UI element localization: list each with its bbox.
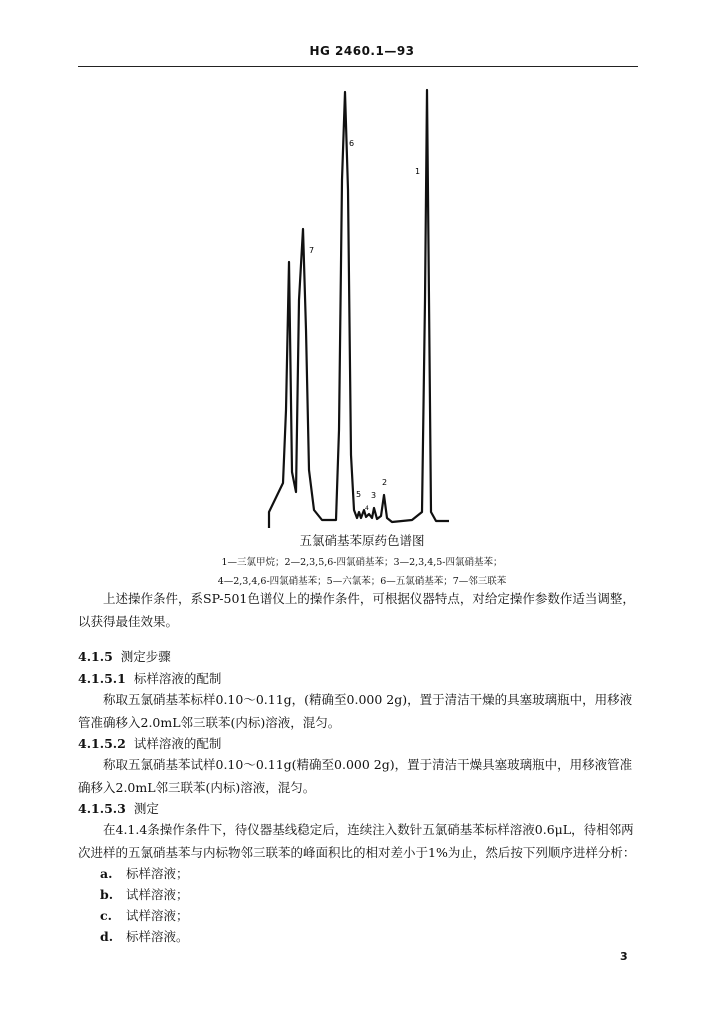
section-number: 4.1.5.3: [78, 801, 126, 816]
peak-label-4: 4: [365, 505, 369, 512]
section-title: 测定: [133, 801, 159, 816]
section-heading-4-1-5-2: [78, 732, 638, 755]
paragraph-standard-solution: 称取五氯硝基苯标样0.10～0.11g，(精确至0.000 2g)，置于清洁干燥的具塞玻璃瓶中，用移液管准确移入2.0mL邻三联苯(内标)溶液，混匀。: [78, 692, 633, 730]
section-heading-4-1-5-3: [78, 797, 638, 820]
standard-code-header: HG 2460.1—93: [309, 44, 415, 58]
peak-label-3: 3: [371, 491, 377, 500]
peak-label-5: 5: [356, 490, 362, 499]
section-number: 4.1.5.2: [78, 736, 126, 751]
list-item: [100, 885, 189, 903]
section-title: 试样溶液的配制: [133, 736, 222, 751]
list-text: 试样溶液；: [126, 887, 189, 902]
list-marker: d.: [100, 929, 114, 944]
list-marker: a.: [100, 866, 113, 881]
peak-label-7: 7: [309, 246, 315, 255]
paragraph-sample-solution: 称取五氯硝基苯试样0.10～0.11g(精确至0.000 2g)，置于清洁干燥具塞玻璃瓶中，用移液管准确移入2.0mL邻三联苯(内标)溶液，混匀。: [78, 757, 633, 795]
list-item: [100, 906, 189, 924]
peak-label-6: 6: [349, 139, 355, 148]
figure-caption: 五氯硝基苯原药色谱图: [299, 533, 425, 548]
section-heading-4-1-5: [78, 645, 638, 668]
list-marker: c.: [100, 908, 112, 923]
list-item: [100, 864, 189, 882]
list-text: 标样溶液；: [126, 866, 189, 881]
figure-legend-line-2: 4—2,3,4,6-四氯硝基苯；5—六氯苯；6—五氯硝基苯；7—邻三联苯: [217, 576, 507, 587]
section-heading-4-1-5-1: [78, 667, 638, 690]
page-number: 3: [620, 950, 628, 963]
figure-legend-line-1: 1—三氯甲烷；2—2,3,5,6-四氯硝基苯；3—2,3,4,5-四氯硝基苯；: [221, 557, 503, 568]
list-item: [100, 927, 189, 945]
chromatogram-trace: [269, 90, 449, 528]
section-number: 4.1.5: [78, 649, 113, 664]
list-text: 标样溶液。: [126, 929, 189, 944]
section-title: 标样溶液的配制: [133, 671, 222, 686]
section-number: 4.1.5.1: [78, 671, 126, 686]
section-title: 测定步骤: [120, 649, 171, 664]
peak-label-2: 2: [382, 478, 388, 487]
list-text: 试样溶液；: [126, 908, 189, 923]
list-marker: b.: [100, 887, 114, 902]
paragraph-operating-conditions: 上述操作条件，系SP-501色谱仪上的操作条件，可根据仪器特点，对给定操作参数作适当调整，以获得最佳效果。: [78, 591, 635, 629]
peak-label-1: 1: [415, 167, 421, 176]
paragraph-measurement: 在4.1.4条操作条件下，待仪器基线稳定后，连续注入数针五氯硝基苯标样溶液0.6μL，待相邻两次进样的五氯硝基苯与内标物邻三联苯的峰面积比的相对差小于1%为止，然后按下列顺序进样分析：: [78, 822, 636, 860]
